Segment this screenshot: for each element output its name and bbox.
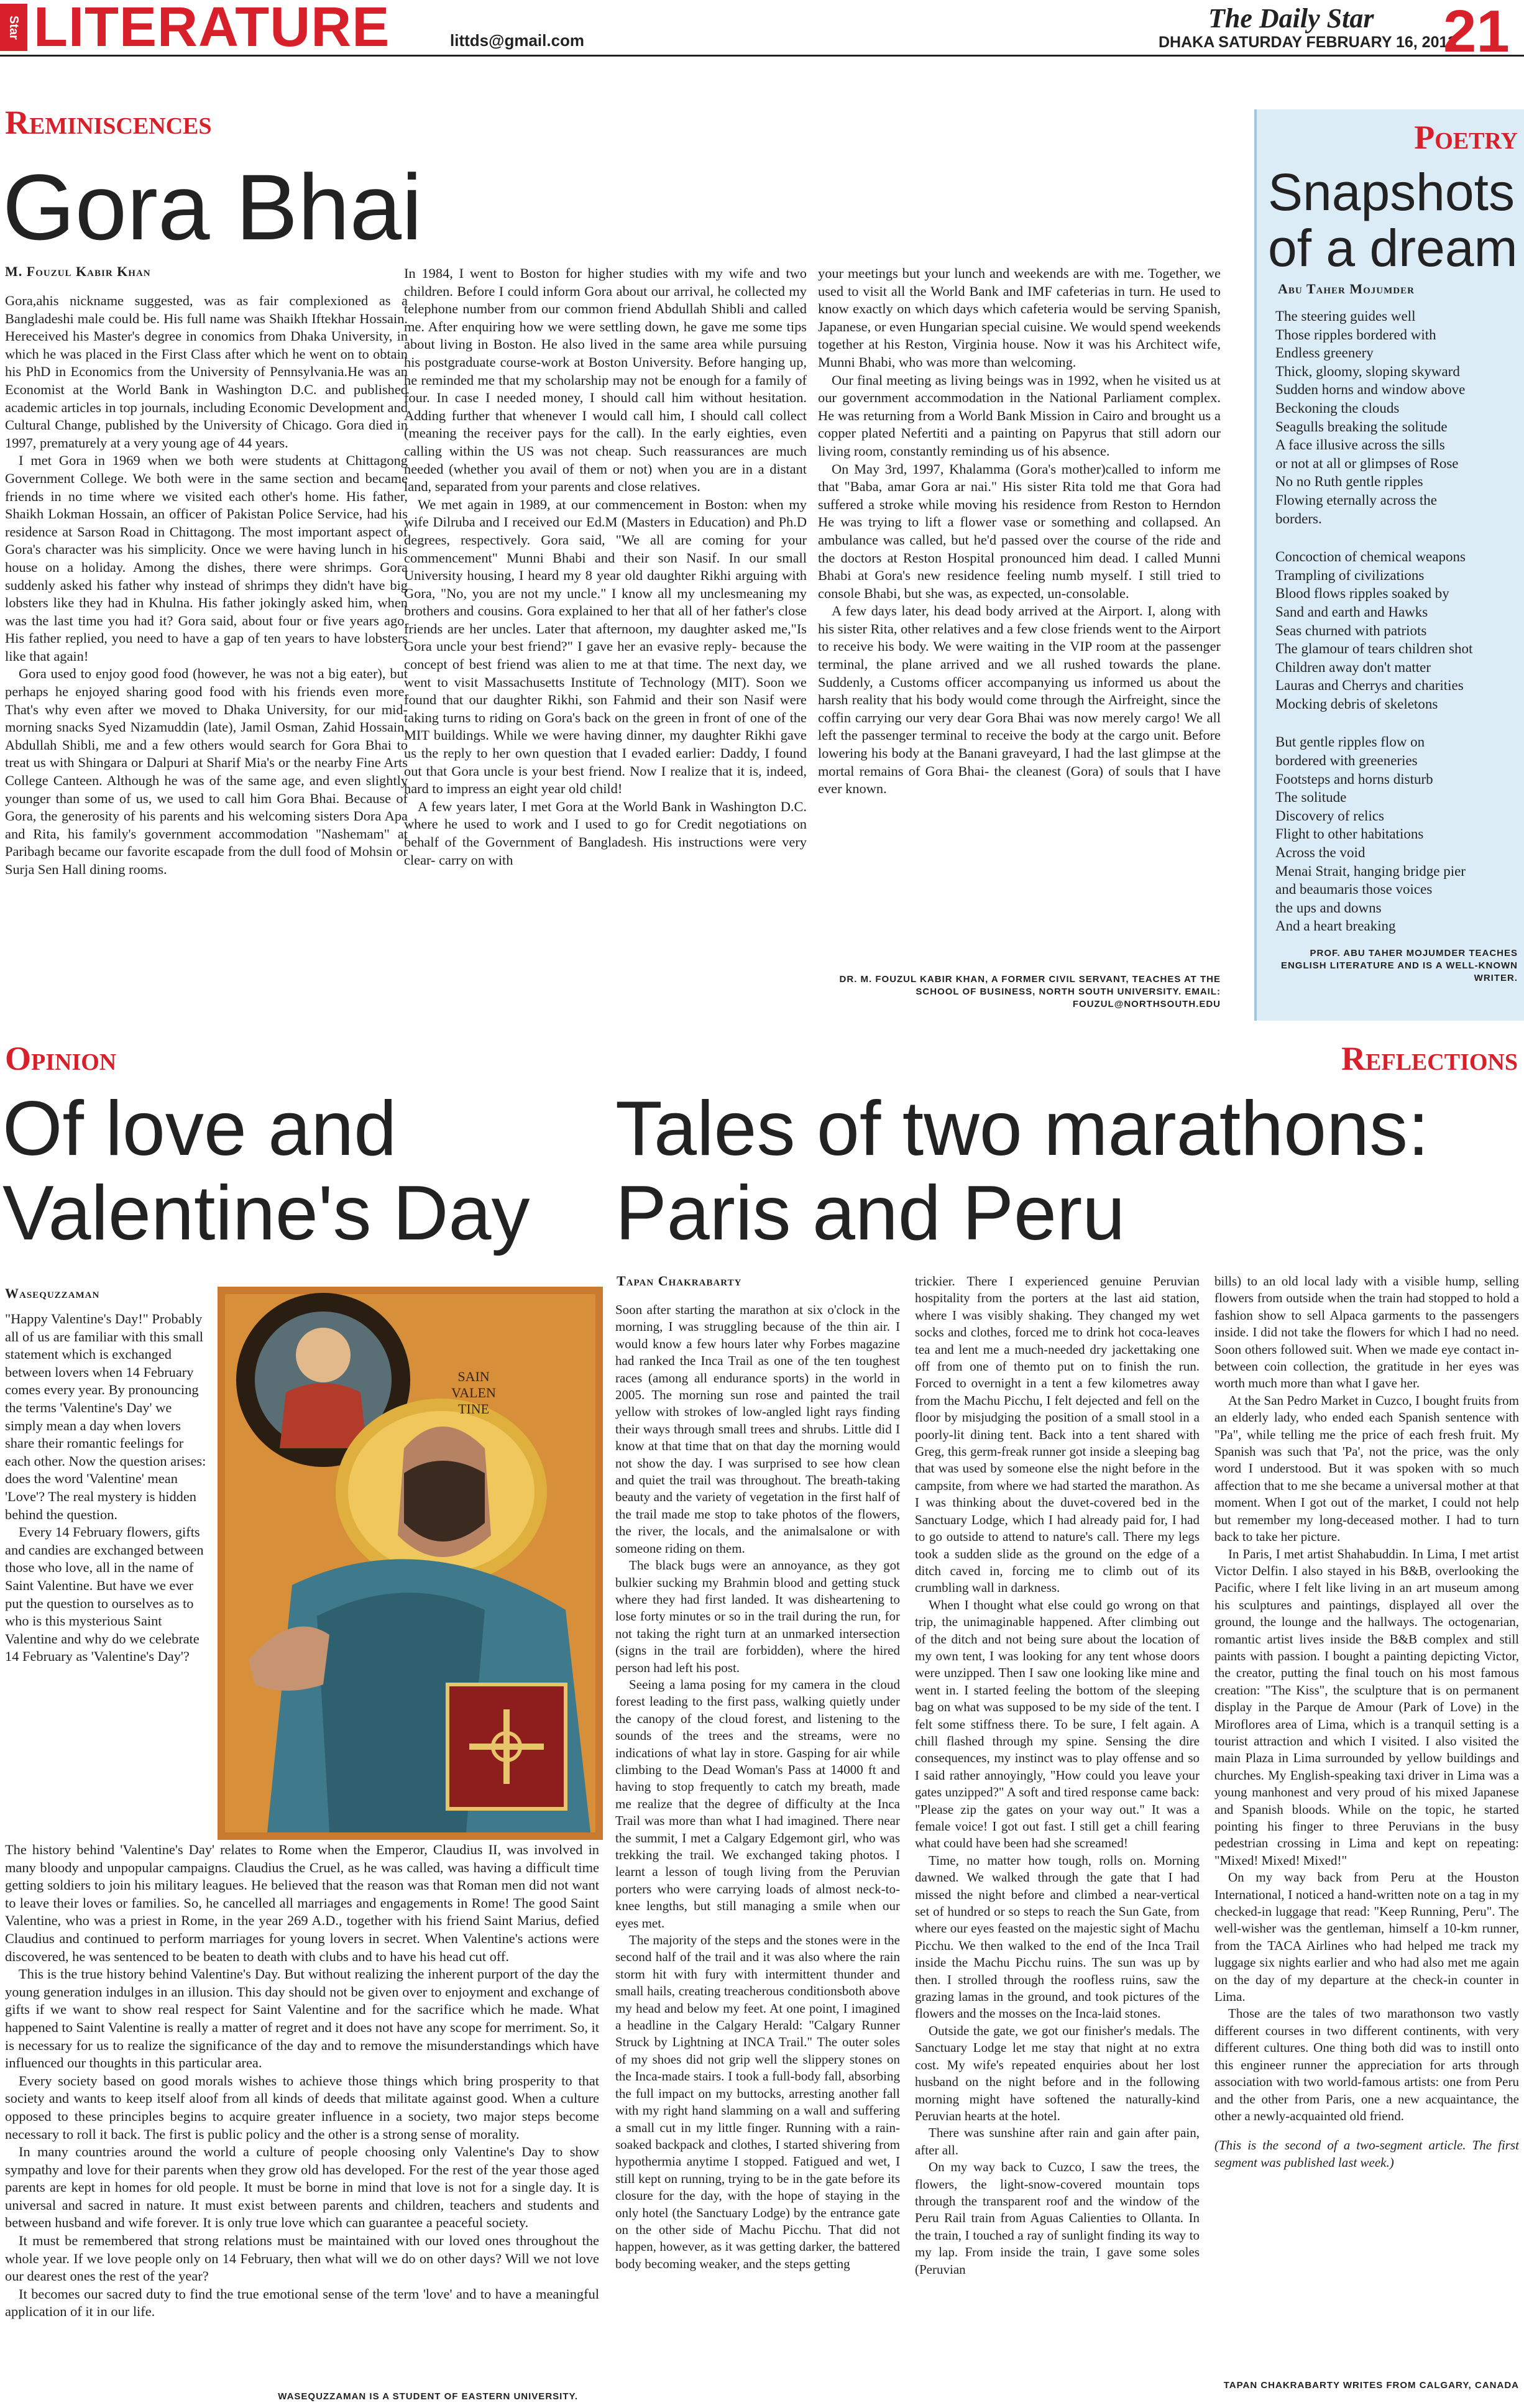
poem-stanza (1275, 307, 1518, 528)
reflections-col-1 (615, 1302, 900, 2272)
poem-line: A face illusive across the sills (1275, 437, 1445, 453)
poem-line: And a heart breaking (1275, 918, 1396, 934)
paragraph: Time, no matter how tough, rolls on. Morning dawned. We walked through the gate that I had missed the night before and climbed a near-vertical set of hundred or so steps to reach the Sun Gate, from where our eyes feasted on the majestic sight of Machu Picchu. We then walked to the end of the Inca Trail inside the Machu Picchu ruins. The sun was up by then. I strolled through the roofless ruins, saw the grazing lamas in the ground, and took pictures of the flowers and the mosses on the Inca-laid stones. (915, 1852, 1200, 2021)
paragraph: Seeing a lama posing for my camera in the cloud forest leading to the first pass, walking quietly under the canopy of the cloud forest, and listening to the sounds of the trees and the streams, were no indications of what lay in store. Gasping for air while climbing to the Dead Woman's Pass at 14000 ft and having to stop frequently to catch my breath, made me realize that the degree of difficulty at the Inca Trail was more than what I had imagined. There near the summit, I met a Calgary Edgemont girl, who was trekking the trail. We exchanged taking photos. I learnt a lesson of tough living from the Peruvian porters who were carrying loads of almost neck-to-knee lengths, but still managing a smile when our eyes met. (615, 1676, 900, 1931)
poem-stanza (1275, 548, 1518, 713)
paragraph: Outside the gate, we got our finisher's medals. The Sanctuary Lodge let me stay that night at no extra cost. My wife's repeated enquiries about her lost husband on the night before and in the following morning might have softened the naturally-kind Peruvian hearts at the hotel. (915, 2023, 1200, 2123)
paragraph: A few days later, his dead body arrived at the Airport. I, along with his sister Rita, other relatives and a few close friends went to the Airport to receive his body. We were waiting in the VIP room at the passenger terminal, the plane arrived and we all rushed towards the plane. Suddenly, a Customs officer accompanying us informed us about the harsh reality that his body would come through the Airfreight, since the coffin carrying our very dear Gora Bhai was now merely cargo! We all left the passenger terminal to receive the body at the cargo unit. Before lowering his body at the Banani graveyard, I had the last glimpse at the mortal remains of Gora Bhai- the cleanest (Gora) of souls that I have ever known. (818, 603, 1221, 797)
poem-body (1275, 307, 1518, 955)
poem-line: Lauras and Cherrys and charities (1275, 678, 1464, 694)
paragraph: The majority of the steps and the stones were in the second half of the trail and it was also where the rain storm hit with fury with intermittent thunder and small hails, creating treacherous conditionsboth above my head and below my feet. At one point, I imagined a headline in the Calgary Herald: "Calgary Runner Struck by Lightning at INCA Trail." The outer soles of my shoes did not grip well the slippery stones on the Inca-made stairs. I took a full-body fall, absorbing the full impact on my buttocks, arresting another fall with my right hand slamming on a wall and suffering a small cut in my little finger. Running with a rain-soaked backpack and clothes, I started shivering from hypothermia anytime I stopped. Fatigued and wet, I still kept on running, trying to be in the gate before its closure for the day, with the hope of staying in the only hotel (the Sanctuary Lodge) by the entrance gate on the other side of Machu Picchu. That did not happen, however, as it was getting darker, the battered body becoming weaker, and the steps getting (615, 1932, 900, 2271)
reflections-kicker: Reflections (1341, 1040, 1518, 1077)
reminiscences-byline: M. Fouzul Kabir Khan (5, 264, 151, 279)
saint-valentine-image (218, 1287, 603, 1840)
reminiscences-kicker: Reminiscences (5, 104, 212, 141)
reminiscences-title: Gora Bhai (2, 155, 423, 259)
poem-line: Beckoning the clouds (1275, 400, 1400, 416)
paragraph: It must be remembered that strong relations must be maintained with our loved ones throughout the whole year. If we love people only on 14 February, then what will we do on other days? Will we not love our dearest ones the rest of the year? (5, 2233, 599, 2284)
paragraph: trickier. There I experienced genuine Peruvian hospitality from the porters at the last aid station, where I was visibly shaking. They changed my wet socks and clothes, forced me to drink hot coca-leaves tea and lent me a much-needed dry jackettaking one off from one of themto put on to finish the run. Forced to overnight in a tent a few kilometres away from the Machu Picchu, I felt dejected and fell on the floor by misjudging the position of a small stool in a poorly-lit dining tent. Back into a tent shared with Greg, this germ-freak runner got inside a sleeping bag that was used by someone else the night before in the campsite, from where we had started the marathon. As I was thinking about the duvet-covered bed in the Sanctuary Lodge, which I had already paid for, I had to go outside to attend to nature's call. There my legs took a sudden slide as the ground on the edge of a ditch caved in, forcing me to climb out of its crumbling wall in darkness. (915, 1274, 1200, 1596)
poem-line: bordered with greeneries (1275, 753, 1418, 769)
poem-line: or not at all or glimpses of Rose (1275, 455, 1459, 471)
reminiscences-author-note: DR. M. FOUZUL KABIR KHAN, A FORMER CIVIL SERVANT, TEACHES AT THE SCHOOL OF BUSINESS, NORTH SOUTH UNIVERSITY. EMAIL: FOUZUL@NORTHSOUTH.EDU (839, 974, 1221, 1009)
reflections-col-2 (915, 1273, 1200, 2278)
painting-inscription: SAIN VALEN TINE (451, 1369, 496, 1417)
paragraph: bills) to an old local lady with a visible hump, selling flowers from outside when the train had stopped to hold a fashion show to sell Alpaca garments to the passengers inside. I did not take the flowers for which I had no need. Soon others followed suit. When we made eye contact in-between coin collection, the gratitude in her eyes was worth much more than what I gave her. (1214, 1274, 1519, 1391)
poem-line: Children away don't matter (1275, 659, 1431, 675)
poetry-byline: Abu Taher Mojumder (1278, 281, 1415, 296)
poem-line: the ups and downs (1275, 899, 1382, 916)
poetry-title-line: Snapshots (1268, 163, 1515, 221)
section-title: LITERATURE (34, 0, 390, 58)
poem-line: The steering guides well (1275, 308, 1416, 324)
reflections-author-note: TAPAN CHAKRABARTY WRITES FROM CALGARY, CANADA (1223, 2380, 1519, 2391)
paragraph: A few years later, I met Gora at the World Bank in Washington D.C. where he used to work and I used to go for Credit negotiations on behalf of the Government of Bangladesh. His instructions were very clear- carry on with (404, 798, 807, 868)
poem-line: borders. (1275, 510, 1322, 526)
opinion-title-line: Valentine's Day (2, 1170, 530, 1256)
paragraph: In 1984, I went to Boston for higher studies with my wife and two children. Before I could inform Gora about our arrival, he collected my telephone number from our common friend Abdullah Shibli and called me. After enquiring how we were settling down, he gave me some tips about living in Boston. He also lived in the same area while pursuing his postgraduate course-work at Boston University. Before hanging up, he reminded me that my scholarship may not be enough for a family of four. In case I needed money, I should call him without hesitation. Adding further that whenever I would call him, I should call collect (meaning the receiver pays for the call). In the early eighties, even calling within the US was not cheap. Such reassurances are much needed (whether you avail of them or not) when you are in a distant land, separated from your parents and close relatives. (404, 265, 807, 495)
paragraph: In Paris, I met artist Shahabuddin. In Lima, I met artist Victor Delfin. I also stayed in his B&B, overlooking the Pacific, where I felt like living in an art museum among his sculptures and paintings, displayed all over the ground, the lounge and the hallways. The octogenarian, romantic artist lives inside the B&B complex and still paints with passion. I bought a painting depicting Victor, the creator, putting the final touch on his most famous creation: "The Kiss", the sculpture that is on permanent display in the Parque de Amour (Park of Love) in the Miroflores area of Lima, which is a tranquil setting is a tourist attraction and which I visited. I also visited the main Plaza in Lima surrounded by yellow buildings and churches. My English-speaking taxi driver in Lima was a young manhonest and very proud of his mixed Japanese and Spanish bloods. While on the topic, he started pointing his finger to three Peruvians in the busy pedestrian crossing in Lima and kept on repeating: "Mixed! Mixed! Mixed!" (1214, 1546, 1519, 1868)
reminiscences-col-2 (404, 265, 807, 869)
poem-line: Concoction of chemical weapons (1275, 549, 1466, 565)
paragraph: On May 3rd, 1997, Khalamma (Gora's mother)called to inform me that "Baba, amar Gora ar nai." His sister Rita told me that Gora had suffered a stroke while moving his residence from Reston to Herndon He was trying to lift a flower vase or something and collapsed. An ambulance was called, but he'd passed over the course of the ride and the doctors at Reston Hospital pronounced him dead. I called Munni Bhabi at Gora's new residence feeling numb myself. I still tried to console Bhabi, but she was, as expected, un-consolable. (818, 461, 1221, 601)
poem-line: Those ripples bordered with (1275, 326, 1436, 342)
poem-line: Seagulls breaking the solitude (1275, 418, 1448, 434)
paragraph: I met Gora in 1969 when we both were students at Chittagong Government College. We both were in the same section and became friends in no time where we visited each other's home. His father, Shaikh Lokman Hossain, an officer of Pakistan Police Service, had his residence at Sarson Road in Chittagong. The most important aspect of Gora's character was his simplicity. Once we were having lunch in his house on a holiday. Among the dishes, there were shrimps. Gora suddenly asked his father why instead of shrimps they didn't have big lobsters like they had in Khulna. His father jokingly asked him, when was the last time you had it? Gora said, about four or five years ago. His father replied, you need to have a gap of ten years to have lobsters like that again! (5, 453, 408, 664)
poem-line: Discovery of relics (1275, 807, 1384, 824)
poem-line: The solitude (1275, 789, 1347, 806)
opinion-byline: Wasequzzaman (5, 1285, 100, 1301)
paragraph: Those are the tales of two marathonson two vastly different courses in two different continents, with very different cultures. One thing both did was to instill onto this engineer runner the appreciation for arts through association with two world-famous artists: one from Peru and the other from Paris, one a new acquaintance, the other a newly-acquainted old friend. (1214, 2006, 1519, 2123)
reflections-title-line: Paris and Peru (615, 1170, 1126, 1256)
poem-line: No no Ruth gentle ripples (1275, 474, 1423, 490)
paragraph: There was sunshine after rain and gain after pain, after all. (915, 2125, 1200, 2158)
paragraph: This is the true history behind Valentine's Day. But without realizing the inherent purport of the day the young generation indulges in an illusion. This day should not be given over to enjoyment and exchange of gifts if we want to show real respect for Saint Valentine and for the sacrifice which he made. What happened to Saint Valentine is really a matter of regret and it does not have any scope for merriment. So, it is necessary for us to realize the significance of the day and to remove the misunderstandings which have influenced our thoughts in this particular area. (5, 1966, 599, 2071)
poetry-title (1268, 164, 1518, 276)
poem-line: Sand and earth and Hawks (1275, 604, 1428, 620)
reflections-col-3 (1214, 1273, 1519, 2171)
reflections-byline: Tapan Chakrabarty (617, 1273, 742, 1289)
saint-valentine-painting (218, 1287, 603, 1840)
poem-line: Menai Strait, hanging bridge pier (1275, 863, 1466, 879)
paragraph: On my way back to Cuzco, I saw the trees, the flowers, the light-snow-covered mountain tops through the transparent roof and the window of the Peru Rail train from Aguas Calienties to Ollanta. In the train, I touched a ray of sunlight finding its way to my lap. From inside the train, I gave some soles (Peruvian (915, 2159, 1200, 2277)
paragraph: It becomes our sacred duty to find the true emotional sense of the term 'love' and to have a meaningful application of it in our life. (5, 2286, 599, 2320)
paragraph: Soon after starting the marathon at six o'clock in the morning, I was struggling because of the thin air. I would know a few hours later why Forbes magazine had ranked the Inca Trail as one of the ten toughest races (among all endurance sports) in the world in 2005. The morning sun rose and painted the trail yellow with strokes of low-angled light rays finding their ways through small trees and shrubs. Little did I know at that time that on that day the morning would not show the day. I was surprised to see how clean and quiet the trail was throughout. The breath-taking beauty and the variety of vegetation in the first half of the trail made me stop to take photos of the flowers, the river, the locals, and the animalsalone or with someone riding on them. (615, 1302, 900, 1556)
paragraph: When I thought what else could go wrong on that trip, the unimaginable happened. After climbing out of the ditch and not being sure about the location of my own tent, I was looking for any tent whose doors were unzipped. Then I saw one looking like mine and went in. I started feeling the bottom of the sleeping bag on what was supposed to be my side of the tent. I felt some stiffness there. To be sure, I felt again. A chill flashed through my spine. Sensing the dire consequences, my instinct was to play offense and so I said rather annoyingly, "How could you leave your gates unzipped?" A soft and tired response came back: "Please zip the gates on your way out." It was a female voice! I got out fast. I still get a chill fearing what could have been had she screamed! (915, 1597, 1200, 1851)
paragraph: We met again in 1989, at our commencement in Boston: when my wife Dilruba and I received our Ed.M (Masters in Education) and Ph.D degrees, respectively. Gora said, "We all are coming for your commencement" Munni Bhabi and their son Nasif. In our small University housing, I heard my 8 year old daughter Rikhi arguing with Gora, "No, you are not my uncle." I know all my unclesmeaning my brothers and cousins. Gora explained to her that all of her father's close friends are her uncles. Later that afternoon, my daughter asked me,"Is Gora uncle your best friend?" I gave her an evasive reply- because the concept of best friend was alien to me at that time. The next day, we went to visit Massachusetts Institute of Technology (MIT). Soon we found that our daughter Rikhi, son Fahmid and their son Nasif were taking turns to riding on Gora's back on the green in front of one of the MIT buildings. While we were having dinner, my daughter Rikhi gave us the reply to her own question that I evaded earlier: Daddy, I found out that Gora uncle is your best friend. Now I realize that it is, indeed, hard to impress an eight year old child! (404, 496, 807, 797)
opinion-wide-col (5, 1841, 599, 2321)
paragraph: The black bugs were an annoyance, as they got bulkier sucking my Brahmin blood and getting stuck where they had first landed. It was disheartening to lose forty minutes or so in the trail during the run, for not taking the right turn at an unmarked intersection (signs in the trail are forbidden), where the hired person had left his post. (615, 1558, 900, 1675)
poem-line: Endless greenery (1275, 345, 1374, 361)
paragraph: Every 14 February flowers, gifts and candies are exchanged between those who love, all in the name of Saint Valentine. But have we ever put the question to ourselves as to who is this mysterious Saint Valentine and why do we celebrate 14 February as 'Valentine's Day'? (5, 1524, 204, 1665)
poem-stanza (1275, 733, 1518, 935)
dateline: DHAKA SATURDAY FEBRUARY 16, 2013 (1159, 34, 1457, 51)
paragraph: your meetings but your lunch and weekends are with me. Together, we used to visit all the World Bank and IMF cafeterias in turn. He used to know exactly on which days which cafeteria would be serving Spanish, Japanese, or even Hungarian special cuisine. We would spend weekends together at his Reston, Virginia house. Now it was his Architect wife, Munni Bhabi, who was more than welcoming. (818, 265, 1221, 370)
opinion-title (2, 1087, 530, 1256)
paper-name: The Daily Star (1208, 3, 1374, 34)
reminiscences-col-3 (818, 265, 1221, 798)
poetry-title-line: of a dream (1268, 219, 1518, 277)
poetry-author-note: PROF. ABU TAHER MOJUMDER TEACHES ENGLISH LITERATURE AND IS A WELL-KNOWN WRITER. (1280, 948, 1518, 983)
poem-line: But gentle ripples flow on (1275, 734, 1425, 750)
poem-line: Blood flows ripples soaked by (1275, 586, 1449, 602)
poem-line: Thick, gloomy, sloping skyward (1275, 363, 1460, 379)
poetry-kicker: Poetry (1414, 119, 1518, 156)
poem-line: The glamour of tears children shot (1275, 641, 1473, 657)
paragraph: Every society based on good morals wishes to achieve those things which bring prosperity to that society and wants to keep itself aloof from all kinds of deeds that militate against good. When a culture opposed to these principles begins to acquire greater influence in a society, two major steps become necessary to roll it back. The first is public policy and the other is a strong sense of morality. (5, 2072, 599, 2142)
poem-line: Across the void (1275, 845, 1366, 861)
paragraph: Gora used to enjoy good food (however, he was not a big eater), but perhaps he enjoyed sharing good food with his friends even more. That's why even after we moved to Dhaka University, for our mid-morning snacks Syed Nizamuddin (late), Jamil Osman, Zahid Hossain, Abdullah Shibli, me and a few others would search for Gora Bhai to treat us with Shingara or Dalpuri at Sharif Mia's or the nearby Fine Arts College Canteen. Although he was of the same age, and even slightly younger than some of us, we used to call him Gora Bhai. Because of Gora, the generosity of his parents and his welcoming sisters Dora Apa and Rita, his family's government accommodation "Nashemam" at Paribagh became our favorite escapade from the dull food of Mohsin or Surja Sen Hall dining rooms. (5, 666, 408, 877)
reminiscences-col-1 (5, 292, 408, 879)
paragraph: On my way back from Peru at the Houston International, I noticed a hand-written note on a tag in my checked-in luggage that read: "Keep Running, Peru". The well-wisher was the gentleman, himself a 10-km runner, from the TACA Airlines who had helped me track my luggage six nights earlier and who had also met me again on the day of my departure at the check-in counter in Lima. (1214, 1870, 1519, 2005)
poem-line: Mocking debris of skeletons (1275, 696, 1438, 712)
paragraph: "Happy Valentine's Day!" Probably all of us are familiar with this small statement which is exchanged between lovers when 14 February comes every year. By pronouncing the terms 'Valentine's Day' we simply mean a day when lovers share their romantic feelings for each other. Now the question arises: does the word 'Valentine' mean 'Love'? The real mystery is hidden behind the question. (5, 1311, 206, 1522)
star-label: Star (0, 4, 27, 51)
poem-line: Flight to other habitations (1275, 826, 1424, 842)
section-email: littds@gmail.com (450, 31, 585, 50)
poem-line: Sudden horns and window above (1275, 382, 1466, 398)
paragraph: The history behind 'Valentine's Day' relates to Rome when the Emperor, Claudius II, was involved in many bloody and unpopular campaigns. Claudius the Cruel, as he was called, was having a difficult time getting soldiers to join his military leagues. He believed that the reason was that Roman men did not want to leave their loves or families. So, he cancelled all marriages and engagements in Rome! The good Saint Valentine, who was a priest in Rome, in the year 269 A.D., together with his friend Saint Marius, defied Claudius and continued to perform marriages for young lovers in secret. When Valentine's actions were discovered, he was sentenced to be beaten to death with clubs and to have his head cut off. (5, 1842, 599, 1964)
opinion-narrow-col (5, 1310, 210, 1666)
reflections-title-line: Tales of two marathons: (615, 1086, 1430, 1172)
poem-line: Trampling of civilizations (1275, 567, 1425, 583)
poem-line: Seas churned with patriots (1275, 622, 1427, 638)
poem-line: and beaumaris those voices (1275, 881, 1433, 898)
paragraph: In many countries around the world a culture of people choosing only Valentine's Day to show sympathy and love for their parents when they grow old has developed. For the rest of the year those aged parents are kept in homes for old people. It must be borne in mind that love is not for a single day. It is universal and sacred in nature. It must exist between parents and children, teachers and students and between husband and wife forever. It is only true love which can guarantee a peaceful society. (5, 2144, 599, 2231)
paragraph: Our final meeting as living beings was in 1992, when he visited us at our government accommodation in the National Parliament complex. He was returning from a World Bank Mission in Cairo and brought us a copper plated Nefertiti and a painting on Papyrus that still adorn our living room, constantly reminding us of his absence. (818, 372, 1221, 459)
opinion-author-note: WASEQUZZAMAN IS A STUDENT OF EASTERN UNIVERSITY. (278, 2391, 578, 2402)
poem-line: Flowing eternally across the (1275, 492, 1437, 508)
poem-line: Footsteps and horns disturb (1275, 771, 1433, 787)
opinion-title-line: Of love and (2, 1086, 397, 1172)
masthead (0, 0, 1524, 65)
series-note: (This is the second of a two-segment article. The first segment was published last week.) (1214, 2138, 1519, 2170)
reflections-title (615, 1087, 1430, 1256)
opinion-kicker: Opinion (5, 1040, 117, 1077)
page-number: 21 (1443, 0, 1510, 65)
paragraph: At the San Pedro Market in Cuzco, I bought fruits from an elderly lady, who ended each Spanish sentence with "Pa", while telling me the price of each fresh fruit. My Spanish was such that 'Pa', not the price, was the only word I understood. But it was spoken with so much affection that to me she became a universal mother at that moment. When I got out of the market, I could not help but remember my long-deceased mother. I had to turn back to take her picture. (1214, 1392, 1519, 1545)
paragraph: Gora,ahis nickname suggested, was as fair complexioned as a Bangladeshi male could be. His full name was Shaikh Iftekhar Hossain. Hereceived his Master's degree in conomics from Dhaka University, in which he was placed in the First Class after which he went on to obtain his PhD in Economics from the University of Pennsylvania.He was an Economist at the World Bank in Washington D.C. and published academic articles in top journals, including Economic Development and Cultural Change, published by the University of Chicago. Gora died in 1997, prematurely at a very young age of 44 years. (5, 293, 408, 451)
poetry-sidebar (1254, 109, 1524, 1021)
